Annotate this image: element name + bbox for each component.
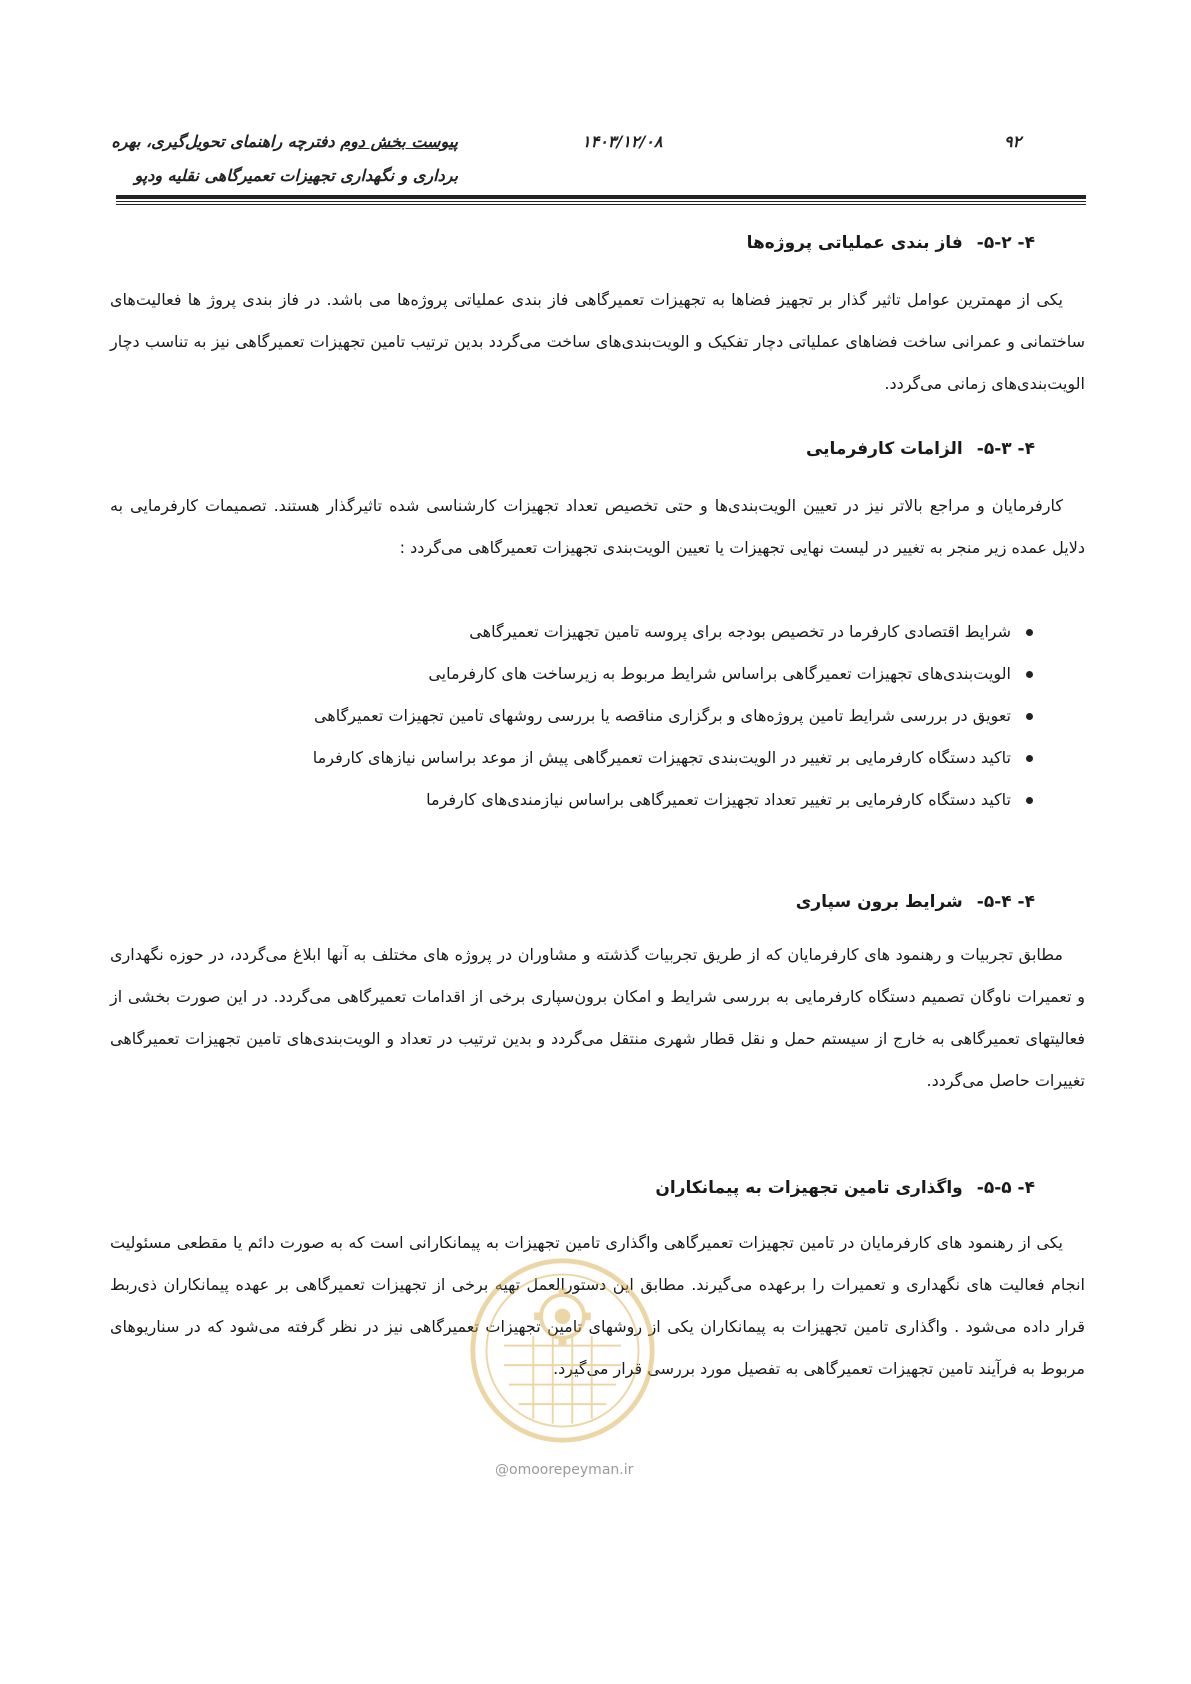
header-date: ۱۴۰۳/۱۲/۰۸ bbox=[582, 132, 663, 151]
header-title-line2: برداری و نگهداری تجهیزات تعمیرگاهی نقلیه ودپو bbox=[134, 166, 458, 185]
header-title-line1 bbox=[111, 132, 458, 151]
list-item: الویت‌بندی‌های تجهیزات تعمیرگاهی براساس شرایط مربوط به زیرساخت های کارفرمایی bbox=[313, 653, 1035, 695]
header-title-rest: دفترچه راهنمای تحویل‌گیری، بهره bbox=[111, 132, 341, 151]
section-number: ۴- ۵-۳- bbox=[976, 439, 1035, 459]
section-number: ۴- ۵-۴- bbox=[976, 892, 1035, 912]
section-heading bbox=[655, 1178, 1035, 1198]
list-item: تعویق در بررسی شرایط تامین پروژه‌های و برگزاری مناقصه یا بررسی روشهای تامین تجهیزات تعمیرگاهی bbox=[313, 695, 1035, 737]
section-heading bbox=[747, 233, 1035, 253]
header-title-underlined: پیوست بخش دوم bbox=[340, 132, 458, 151]
section-heading bbox=[796, 892, 1035, 912]
list-item: تاکید دستگاه کارفرمایی بر تغییر در الویت‌بندی تجهیزات تعمیرگاهی پیش از موعد براساس نیازهای کارفرما bbox=[313, 737, 1035, 779]
section-paragraph: مطابق تجربیات و رهنمود های کارفرمایان که از طریق تجربیات گذشته و مشاوران در پروژه های مختلف به آنها ابلاغ می‌گردد، در حوزه نگهداری و تعمیرات ناوگان تصمیم دستگاه کارفرمایی به بررسی شرایط و امکان برون‌سپاری برخی از اقدامات تعمیرگاهی می‌گردد. در این صورت بخشی از فعالیتهای تعمیرگاهی به خارج از سیستم حمل و نقل قطار شهری منتقل می‌گردد و بدین ترتیب در تعداد و الویت‌بندی‌های تامین تجهیزات تعمیرگاهی تغییرات حاصل می‌گردد. bbox=[110, 945, 1085, 1090]
section-number: ۴- ۵-۲- bbox=[976, 233, 1035, 253]
section-heading bbox=[806, 439, 1035, 459]
section-paragraph: کارفرمایان و مراجع بالاتر نیز در تعیین الویت‌بندی‌ها و حتی تخصیص تعداد تجهیزات کارشناسی شده تاثیرگذار هستند. تصمیمات کارفرمایی به دلایل عمده زیر منجر به تغییر در لیست نهایی تجهیزات یا تعیین الویت‌بندی تجهیزات تعمیرگاهی می‌گردد : bbox=[110, 496, 1085, 557]
section-title: واگذاری تامین تجهیزات به پیمانکاران bbox=[655, 1178, 963, 1198]
page-number: ۹۲ bbox=[1004, 132, 1022, 151]
header-rule-thin bbox=[116, 201, 1086, 202]
section-paragraph: یکی از مهمترین عوامل تاثیر گذار بر تجهیز فضاها به تجهیزات تعمیرگاهی فاز بندی عملیاتی پروژه‌ها می باشد. در فاز بندی پروژ ها فعالیت‌های ساختمانی و عمرانی ساخت فضاهای عملیاتی دچار تفکیک و الویت‌بندی‌های ساخت می‌گردد بدین ترتیب تامین تجهیزات تعمیرگاهی نیز به تناسب دچار الویت‌بندی‌های زمانی می‌گردد. bbox=[110, 290, 1085, 393]
list-item: تاکید دستگاه کارفرمایی بر تغییر تعداد تجهیزات تعمیرگاهی براساس نیازمندی‌های کارفرما bbox=[313, 779, 1035, 821]
section-paragraph: یکی از رهنمود های کارفرمایان در تامین تجهیزات تعمیرگاهی واگذاری تامین تجهیزات به پیمانکارانی است که به صورت دائم یا مقطعی مسئولیت انجام فعالیت های نگهداری و تعمیرات را برعهده می‌گیرند. مطابق این دستورالعمل تهیه برخی از تجهیزات تعمیرگاهی بر عهده پیمانکاران ذی‌ربط قرار داده می‌شود . واگذاری تامین تجهیزات به پیمانکاران یکی از روشهای تامین تجهیزات تعمیرگاهی نیز در نظر گرفته می‌شود که در سناریوهای مربوط به فرآیند تامین تجهیزات تعمیرگاهی به تفصیل مورد بررسی قرار می‌گیرد. bbox=[110, 1233, 1085, 1378]
section-title: الزامات کارفرمایی bbox=[805, 439, 963, 459]
section-title: فاز بندی عملیاتی پروژه‌ها bbox=[746, 233, 963, 253]
header-rule-thin-2 bbox=[116, 204, 1086, 205]
watermark-site: @omoorepeyman.ir bbox=[495, 1462, 634, 1478]
list-item: شرایط اقتصادی کارفرما در تخصیص بودجه برای پروسه تامین تجهیزات تعمیرگاهی bbox=[313, 611, 1035, 653]
section-number: ۴- ۵-۵- bbox=[976, 1178, 1035, 1198]
bullet-list bbox=[313, 611, 1035, 821]
header-rule-thick bbox=[116, 195, 1086, 199]
section-title: شرایط برون سپاری bbox=[795, 892, 963, 912]
